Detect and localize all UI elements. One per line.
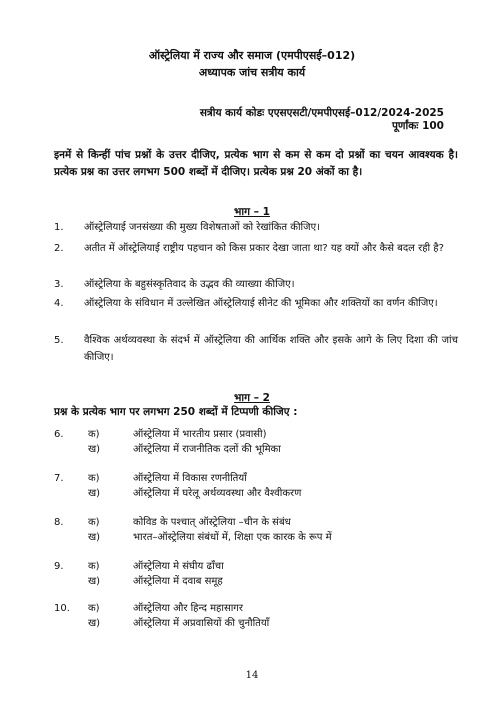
question-number: 6. <box>54 429 64 440</box>
question-text: ऑस्ट्रेलिया में दवाब समूह <box>133 576 223 587</box>
part2-heading: भाग – 2 <box>234 392 270 404</box>
question-text: ऑस्ट्रेलिया में राजनीतिक दलों की भूमिका <box>133 444 281 455</box>
question-text: अतीत में ऑस्ट्रेलियाई राष्ट्रीय पहचान को किस प्रकार देखा जाता था? यह क्यों और कैसे बदल रही है? <box>84 243 444 254</box>
sub-label: ख) <box>88 488 101 499</box>
question-text: कोविड के पश्चात् ऑस्ट्रेलिया –चीन के संबंध <box>133 517 291 528</box>
sub-label: क) <box>88 603 100 614</box>
question-number: 1. <box>54 222 64 233</box>
sub-label: ख) <box>88 444 101 455</box>
question-text: ऑस्ट्रेलिया और हिन्द महासागर <box>133 603 244 614</box>
question-number: 7. <box>54 473 64 484</box>
question-text: भारत–ऑस्ट्रेलिया संबंधों में, शिक्षा एक कारक के रूप में <box>133 532 332 543</box>
course-title: ऑस्ट्रेलिया में राज्य और समाज (एमपीएसई–012) <box>148 49 356 62</box>
instructions: इनमें से किन्हीं पांच प्रश्नों के उत्तर दीजिए, प्रत्येक भाग से कम से कम दो प्रश्नों का चयन आवश्यक है। प्रत्येक प्रश्न का उत्तर लगभग 500 शब्दों में दीजिए। प्रत्येक प्रश्न 20 अंकों का है। <box>54 149 458 178</box>
total-marks: पूर्णांकः 100 <box>391 120 444 132</box>
question-number: 4. <box>54 298 64 309</box>
question-number: 2. <box>54 243 64 254</box>
question-text: ऑस्ट्रेलिया में अप्रवासियों की चुनौतियाँ <box>133 618 270 629</box>
sub-label: क) <box>88 561 100 572</box>
page-number: 14 <box>245 670 259 681</box>
part1-heading: भाग – 1 <box>234 206 270 218</box>
question-text: ऑस्ट्रेलिया में विकास रणनीतियाँ <box>133 473 247 484</box>
assignment-code: सत्रीय कार्य कोडः एएसएसटी/एमपीएसई–012/2024-2025 <box>199 107 444 119</box>
question-text: वैश्विक अर्थव्यवस्था के संदर्भ में ऑस्ट्रेलिया की आर्थिक शक्ति और इसके आगे के लिए दिशा की जांच कीजिए। <box>84 335 458 363</box>
question-text: ऑस्ट्रेलिया के बहुसंस्कृतिवाद के उद्भव की व्याख्या कीजिए। <box>84 279 295 290</box>
assignment-title: अध्यापक जांच सत्रीय कार्य <box>198 66 306 79</box>
sub-label: ख) <box>88 618 101 629</box>
sub-label: क) <box>88 473 100 484</box>
part2-instruction: प्रश्न के प्रत्येक भाग पर लगभग 250 शब्दों में टिप्पणी कीजिए : <box>54 406 298 418</box>
question-text: ऑस्ट्रेलियाई जनसंख्या की मुख्य विशेषताओं को रेखांकित कीजिए। <box>84 222 320 233</box>
question-number: 3. <box>54 279 64 290</box>
question-number: 9. <box>54 561 64 572</box>
sub-label: क) <box>88 429 100 440</box>
sub-label: क) <box>88 517 100 528</box>
question-number: 5. <box>54 335 64 346</box>
question-number: 8. <box>54 517 64 528</box>
sub-label: ख) <box>88 532 101 543</box>
question-text: ऑस्ट्रेलिया में भारतीय प्रसार (प्रवासी) <box>133 429 267 440</box>
question-text: ऑस्ट्रेलिया में घरेलू अर्थव्यवस्था और वैश्वीकरण <box>133 488 302 499</box>
question-text: ऑस्ट्रेलिया मे संघीय ढाँचा <box>133 561 224 572</box>
sub-label: ख) <box>88 576 101 587</box>
question-text: ऑस्ट्रेलिया के संविधान में उल्लेखित ऑस्ट्रेलियाई सीनेट की भूमिका और शक्तियों का वर्णन कीजिए। <box>84 298 438 309</box>
question-number: 10. <box>54 603 70 614</box>
